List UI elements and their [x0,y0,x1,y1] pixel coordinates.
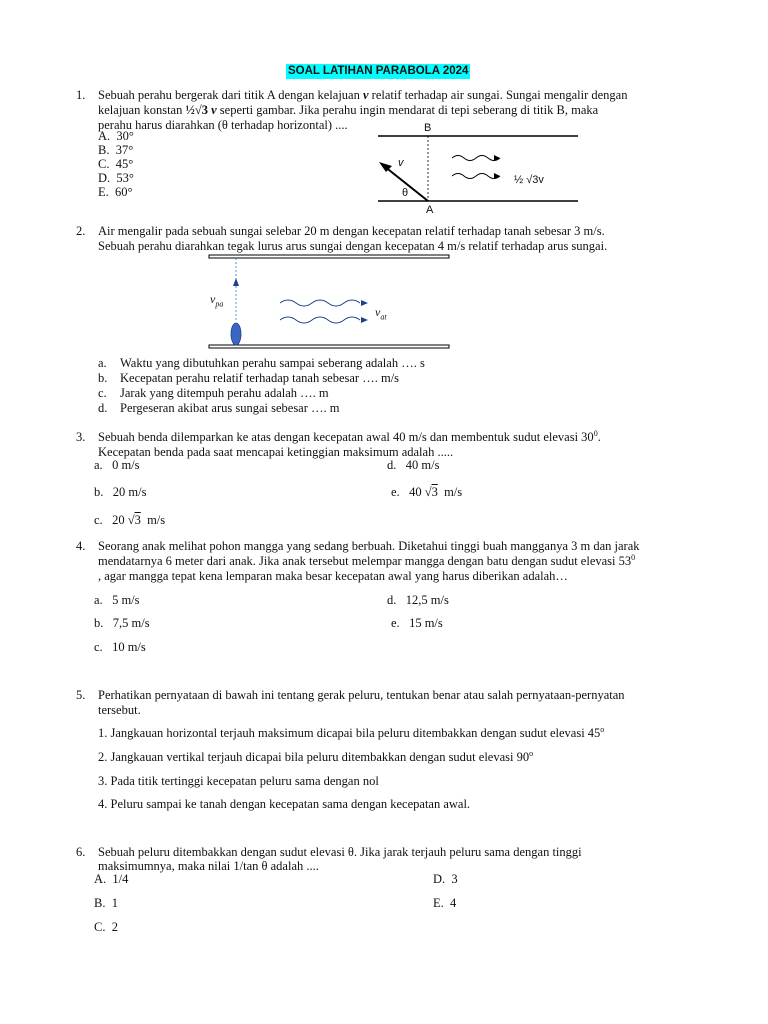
question-text-line: Kecepatan benda pada saat mencapai ketinggian maksimum adalah ..... [98,445,454,459]
statement-text: 2. Jangkauan vertikal terjauh dicapai bila peluru ditembakkan dengan sudut elevasi 90 [98,750,530,764]
theta-label: θ [402,187,409,199]
option-letter: d. [387,593,397,607]
vat-label: $v_{at}$ [375,305,387,322]
part-letter: b. [98,371,108,385]
option-text: 37° [115,143,134,157]
option-d[interactable] [387,593,449,608]
superscript: 0 [593,428,598,438]
option-text: 7,5 m/s [112,616,150,630]
option-e[interactable] [433,896,456,911]
part-text: Kecepatan perahu relatif terhadap tanah sebesar …. m/s [120,371,400,385]
question-text-line: Sebuah peluru ditembakkan dengan sudut elevasi θ. Jika jarak terjauh peluru sama dengan tinggi [98,845,582,859]
option-letter: C. [94,920,106,934]
statement: 3. Pada titik tertinggi kecepatan peluru sama dengan nol [98,774,379,788]
option-text: 3 [451,872,458,886]
option-d[interactable] [433,872,458,887]
question-text-line [98,554,635,569]
option-text: 30° [116,129,134,143]
option-letter: a. [94,593,103,607]
option-text: 12,5 m/s [405,593,449,607]
question-number: 3. [76,430,86,444]
question-text-line: Air mengalir pada sebuah sungai selebar 20 m dengan kecepatan relatif terhadap tanah sebesar 3 m/s. [98,224,605,238]
part-text: Waktu yang dibutuhkan perahu sampai seberang adalah …. s [120,356,425,370]
option-letter: b. [94,616,104,630]
point-b-label: B [424,122,432,134]
option-letter: B. [94,896,106,910]
part-letter: a. [98,356,107,370]
question-text-line: perahu harus diarahkan (θ terhadap horizontal) .... [98,118,348,132]
text-span: mendatarnya 6 meter dari anak. Jika anak tersebut melempar mangga dengan batu dengan sudut elevasi 53 [98,554,632,568]
question-text-line: maksimumnya, maka nilai 1/tan θ adalah .... [98,859,319,873]
question-text-line: Sebuah perahu diarahkan tegak lurus arus sungai dengan kecepatan 4 m/s relatif terhadap arus sungai. [98,239,608,253]
option-c[interactable] [94,513,165,528]
option-b[interactable] [94,616,150,631]
statement-text: 1. Jangkauan horizontal terjauh maksimum dicapai bila peluru ditembakkan dengan sudut elevasi 45 [98,726,601,740]
part-text: Pergeseran akibat arus sungai sebesar …. m [120,401,340,415]
question-number: 1. [76,88,86,102]
option-text: 0 m/s [112,458,140,472]
question-number: 5. [76,688,86,702]
question-number: 2. [76,224,86,238]
question-text-line: tersebut. [98,703,141,717]
text-span: Sebuah benda dilemparkan ke atas dengan kecepatan awal 40 m/s dan membentuk sudut elevasi 30 [98,430,594,444]
option-d[interactable] [387,458,439,473]
page-title: SOAL LATIHAN PARABOLA 2024 [288,65,469,77]
option-e[interactable] [391,616,443,631]
sqrt-symbol: √ [127,513,135,527]
option-a[interactable] [94,593,140,608]
superscript: o [529,748,534,758]
option-c[interactable] [94,920,118,935]
radicand: 3 [134,513,141,527]
option-text: 1 [111,896,118,910]
option-letter: e. [391,485,400,499]
option-text: 10 m/s [112,640,146,654]
question-number: 6. [76,845,86,859]
option-text: 53° [116,171,134,185]
option-letter: d. [387,458,397,472]
question-text-line: Perhatikan pernyataan di bawah ini tentang gerak peluru, tentukan benar atau salah pernyataan-pernyatan [98,688,625,702]
option-letter: A. [94,872,107,886]
radicand: 3 [431,485,438,499]
option-a[interactable] [94,458,140,473]
option-letter: B. [98,143,110,157]
option-letter: e. [391,616,400,630]
option-b[interactable] [94,485,146,500]
option-c[interactable] [94,640,146,655]
part-text: Jarak yang ditempuh perahu adalah …. m [120,386,329,400]
question-text-line: , agar mangga tepat kena lemparan maka besar kecepatan awal yang harus diberikan adalah… [98,569,568,583]
option-letter: c. [94,513,103,527]
option-e[interactable] [391,485,462,500]
option-text: 5 m/s [112,593,140,607]
option-text: 1/4 [112,872,129,886]
option-coef: 20 [112,513,125,527]
option-text: 45° [115,157,134,171]
option-letter: c. [94,640,103,654]
vpa-label: $v_{pa}$ [210,292,224,309]
velocity-v-label: v [398,157,404,169]
part-letter: c. [98,386,107,400]
sqrt-symbol: √ [424,485,432,499]
question-text-line: Seorang anak melihat pohon mangga yang sedang berbuah. Diketahui tinggi buah mangganya 3 m dan jarak [98,539,640,553]
question-text-line: Sebuah benda dilemparkan ke atas dengan kecepatan awal 40 m/s dan membentuk sudut elevasi $30^0$. [98,428,601,444]
option-letter: D. [433,872,446,886]
question-number: 4. [76,539,86,553]
option-letter: D. [98,171,111,185]
option-unit: m/s [147,513,166,527]
superscript: o [600,724,605,734]
option-text: 40 m/s [405,458,440,472]
option-letter: E. [98,185,109,199]
option-letter: C. [98,157,110,171]
option-text: 15 m/s [409,616,443,630]
question-text-line: Sebuah perahu bergerak dari titik A dengan kelajuan v relatif terhadap air sungai. Sungai mengalir dengan [98,88,628,102]
statement [98,750,533,765]
option-text: 20 m/s [112,485,147,499]
option-a[interactable] [94,872,128,887]
option-b[interactable] [94,896,118,911]
option-letter: A. [98,129,111,143]
question-text-line: kelajuan konstan ½√3 v seperti gambar. Jika perahu ingin mendarat di tepi seberang di titik B, maka [98,103,599,117]
option-letter: E. [433,896,444,910]
option-letter: a. [94,458,103,472]
option-unit: m/s [444,485,463,499]
option-text: 4 [450,896,457,910]
point-a-label: A [426,204,434,216]
option-text: 2 [111,920,118,934]
part-letter: d. [98,401,108,415]
option-coef: 40 [409,485,422,499]
flow-speed-label: ½ √3v [514,174,544,186]
superscript: 0 [631,552,636,562]
statement: 4. Peluru sampai ke tanah dengan kecepatan sama dengan kecepatan awal. [98,797,471,811]
option-letter: b. [94,485,104,499]
statement [98,726,604,741]
option-text: 60° [115,185,133,199]
